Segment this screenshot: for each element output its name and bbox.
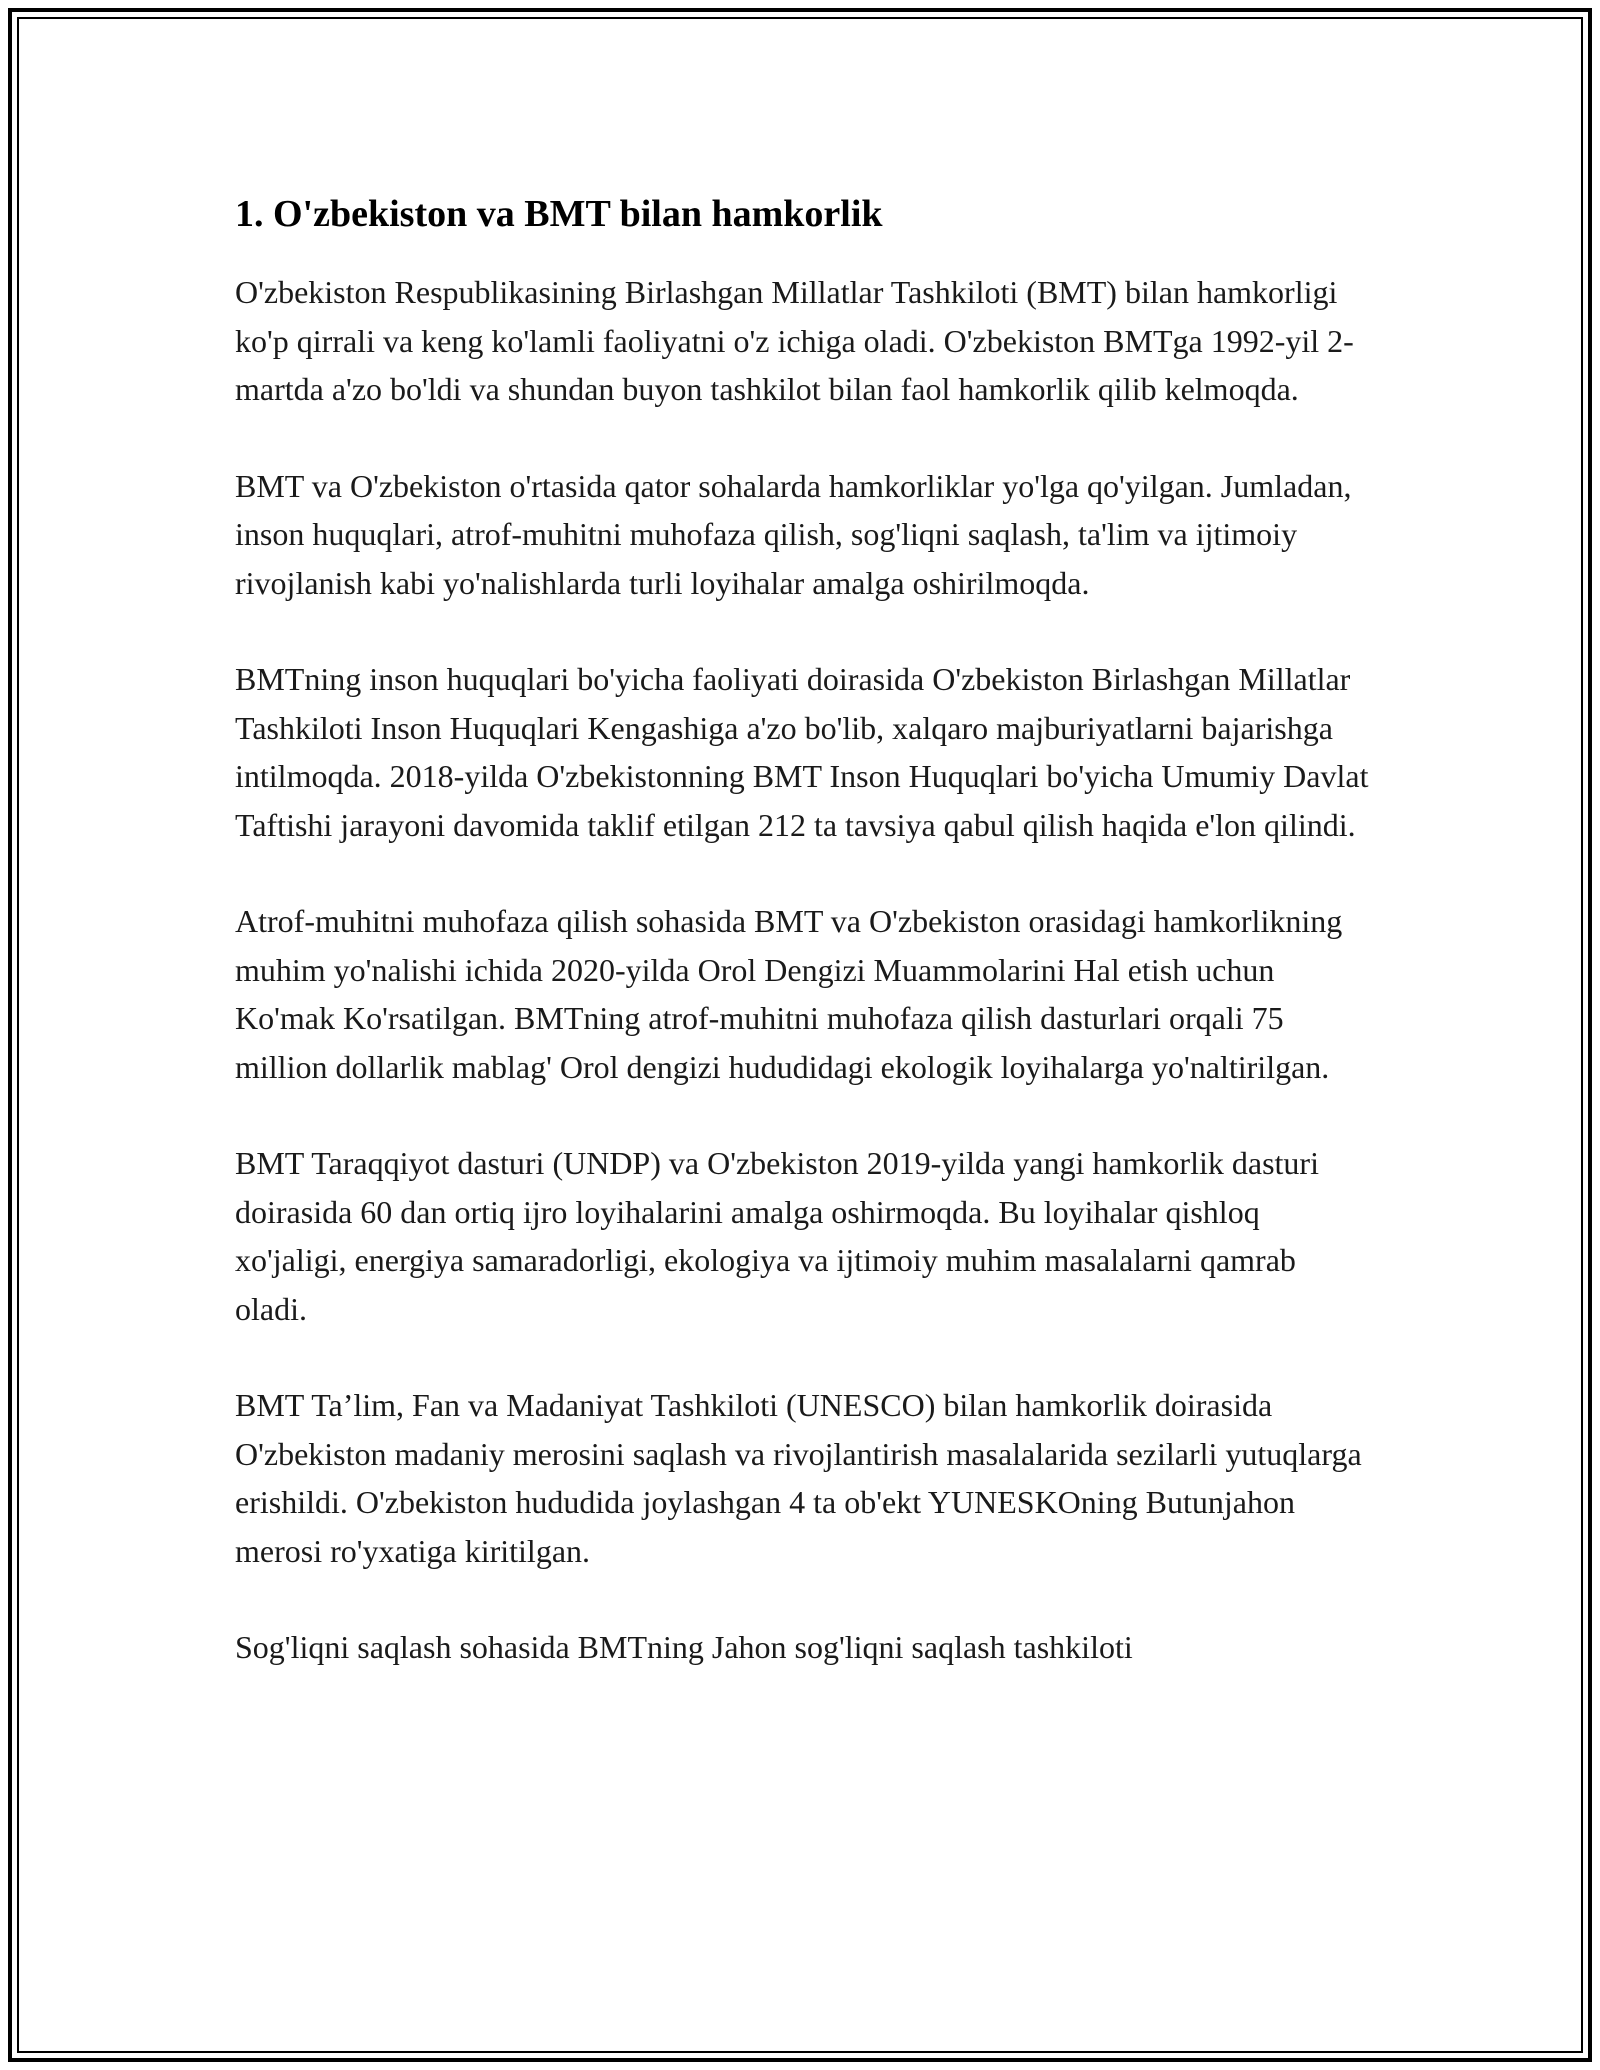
section-title: 1. O'zbekiston va BMT bilan hamkorlik [235, 193, 883, 235]
paragraph-cooperation-areas: BMT va O'zbekiston o'rtasida qator sohalarda hamkorliklar yo'lga qo'yilgan. Jumladan, inson huquqlari, atrof-muhitni muhofaza qilish, sog'liqni saqlash, ta'lim va ijtimoiy rivojlanish kabi yo'nalishlarda turli loyihalar amalga oshirilmoqda. [235, 467, 1352, 601]
paragraph-environment: Atrof-muhitni muhofaza qilish sohasida BMT va O'zbekiston orasidagi hamkorlikning muhim yo'nalishi ichida 2020-yilda Orol Dengizi Muammolarini Hal etish uchun Ko'mak Ko'rsatilgan. BMTning atrof-muhitni muhofaza qilish dasturlari orqali 75 million dollarlik mablag' Orol dengizi hududidagi ekologik loyihalarga yo'naltirilgan. [235, 903, 1343, 1085]
document-body [235, 188, 1375, 1720]
paragraph-unesco: BMT Ta’lim, Fan va Madaniyat Tashkiloti (UNESCO) bilan hamkorlik doirasida O'zbekiston madaniy merosini saqlash va rivojlantirish masalalarida sezilarli yutuqlarga erishildi. O'zbekiston hududida joylashgan 4 ta ob'ekt YUNESKOning Butunjahon merosi ro'yxatiga kiritilgan. [235, 1387, 1362, 1569]
paragraph-undp: BMT Taraqqiyot dasturi (UNDP) va O'zbekiston 2019-yilda yangi hamkorlik dasturi doirasida 60 dan ortiq ijro loyihalarini amalga oshirmoqda. Bu loyihalar qishloq xo'jaligi, energiya samaradorligi, ekologiya va ijtimoiy muhim masalalarni qamrab oladi. [235, 1145, 1319, 1327]
paragraph-intro: O'zbekiston Respublikasining Birlashgan Millatlar Tashkiloti (BMT) bilan hamkorligi ko'p qirrali va keng ko'lamli faoliyatni o'z ichiga oladi. O'zbekiston BMTga 1992-yil 2-martda a'zo bo'ldi va shundan buyon tashkilot bilan faol hamkorlik qilib kelmoqda. [235, 274, 1354, 407]
paragraph-health: Sog'liqni saqlash sohasida BMTning Jahon sog'liqni saqlash tashkiloti [235, 1629, 1133, 1665]
paragraph-human-rights: BMTning inson huquqlari bo'yicha faoliyati doirasida O'zbekiston Birlashgan Millatlar Tashkiloti Inson Huquqlari Kengashiga a'zo bo'lib, xalqaro majburiyatlarni bajarishga intilmoqda. 2018-yilda O'zbekistonning BMT Inson Huquqlari bo'yicha Umumiy Davlat Taftishi jarayoni davomida taklif etilgan 212 ta tavsiya qabul qilish haqida e'lon qilindi. [235, 661, 1369, 843]
